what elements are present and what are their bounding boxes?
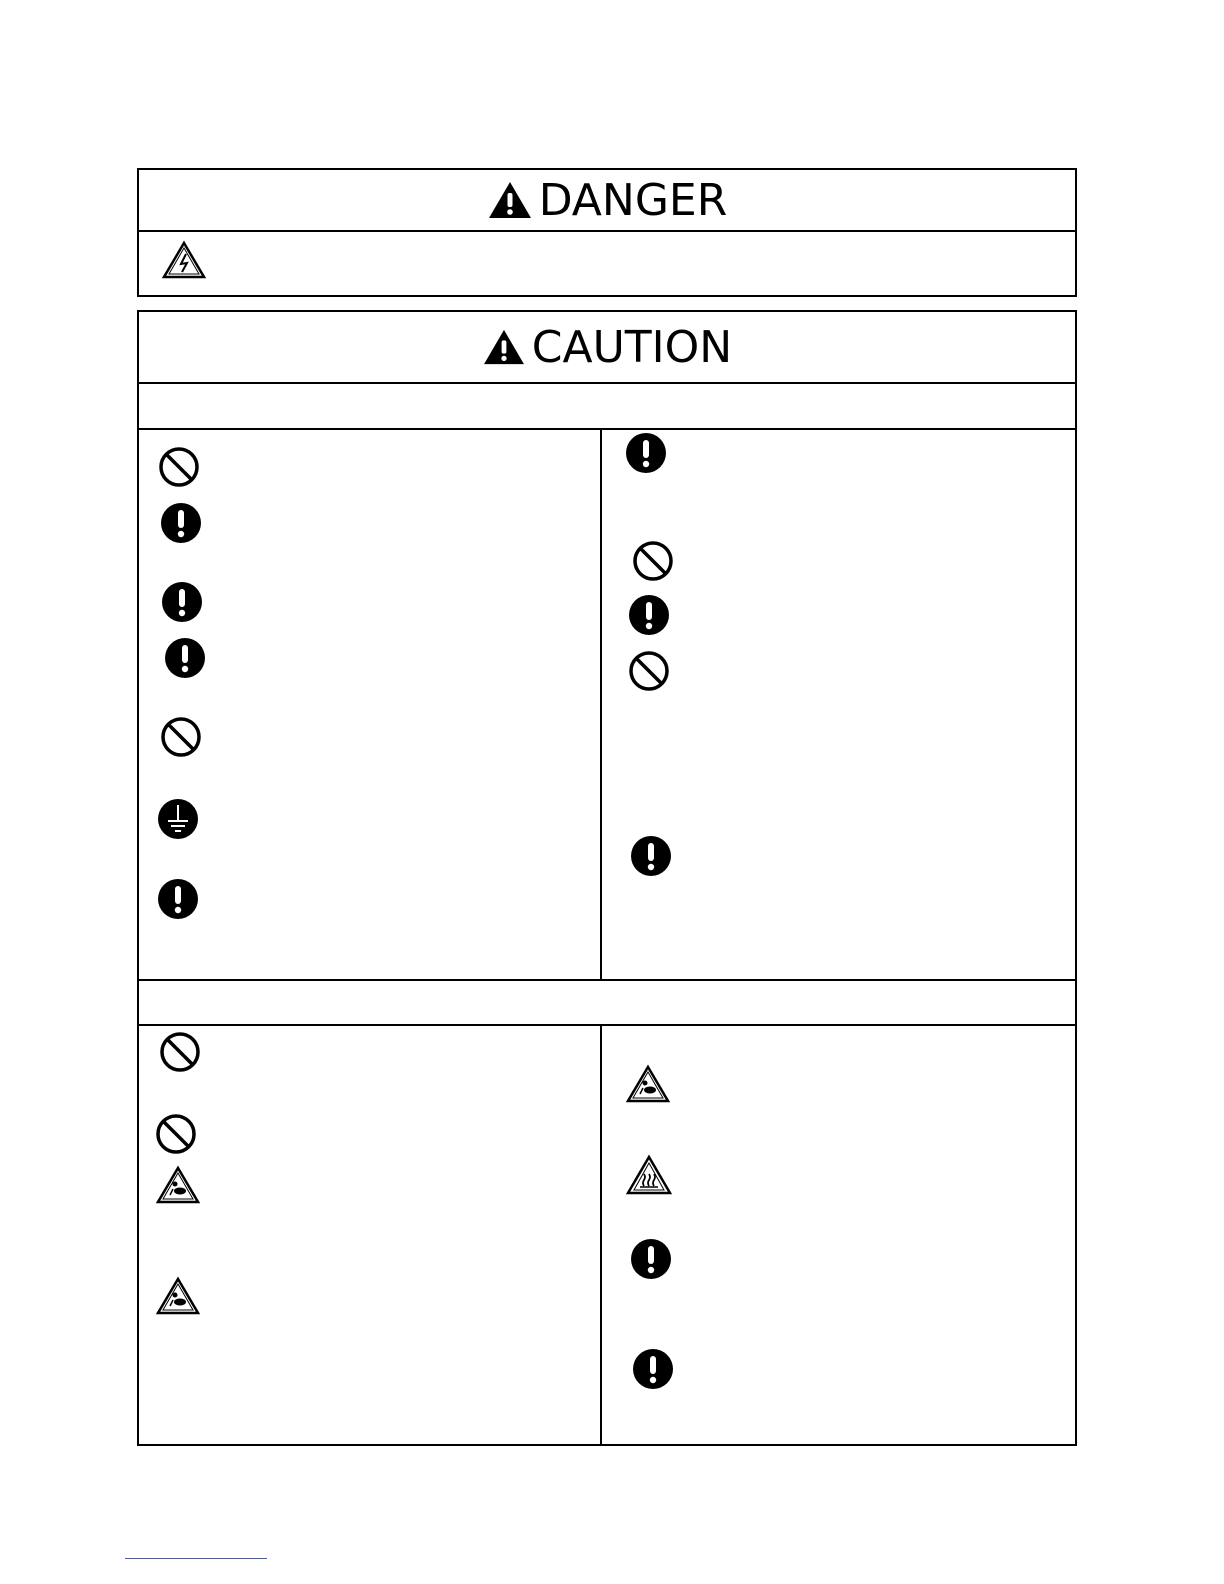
prohibition-icon <box>160 716 202 758</box>
prohibition-icon <box>158 446 200 488</box>
section2-heading-divider <box>137 1024 1077 1026</box>
section1-heading-divider <box>137 428 1077 430</box>
mandatory-action-icon <box>630 835 672 877</box>
caution-title-row <box>137 312 1077 382</box>
mandatory-action-icon <box>632 1348 674 1390</box>
prohibition-icon <box>155 1113 197 1155</box>
mandatory-action-icon <box>164 637 206 679</box>
prohibition-icon <box>632 540 674 582</box>
caution-box <box>137 310 1077 1446</box>
prohibition-icon <box>159 1031 201 1073</box>
hand-injury-warning-icon <box>156 1165 200 1205</box>
hand-injury-warning-icon <box>626 1064 670 1104</box>
caution-title: CAUTION <box>531 321 733 373</box>
section2-column-divider <box>600 1024 602 1445</box>
warning-triangle-icon <box>487 180 533 220</box>
mandatory-action-icon <box>625 432 667 474</box>
mandatory-action-icon <box>160 502 202 544</box>
section1-bottom-divider <box>137 979 1077 981</box>
hot-surface-warning-icon <box>626 1154 672 1196</box>
electric-shock-warning-icon <box>162 240 206 280</box>
mandatory-action-icon <box>157 878 199 920</box>
footer-rule <box>125 1558 267 1559</box>
hand-injury-warning-icon <box>156 1276 200 1316</box>
section1-column-divider <box>600 428 602 980</box>
danger-divider <box>137 230 1077 232</box>
prohibition-icon <box>628 650 670 692</box>
mandatory-action-icon <box>161 581 203 623</box>
ground-connection-icon <box>157 798 199 840</box>
danger-title-row <box>137 170 1077 230</box>
caution-title-divider <box>137 382 1077 384</box>
mandatory-action-icon <box>628 594 670 636</box>
warning-triangle-icon <box>482 328 526 366</box>
mandatory-action-icon <box>630 1238 672 1280</box>
danger-title: DANGER <box>538 174 728 226</box>
